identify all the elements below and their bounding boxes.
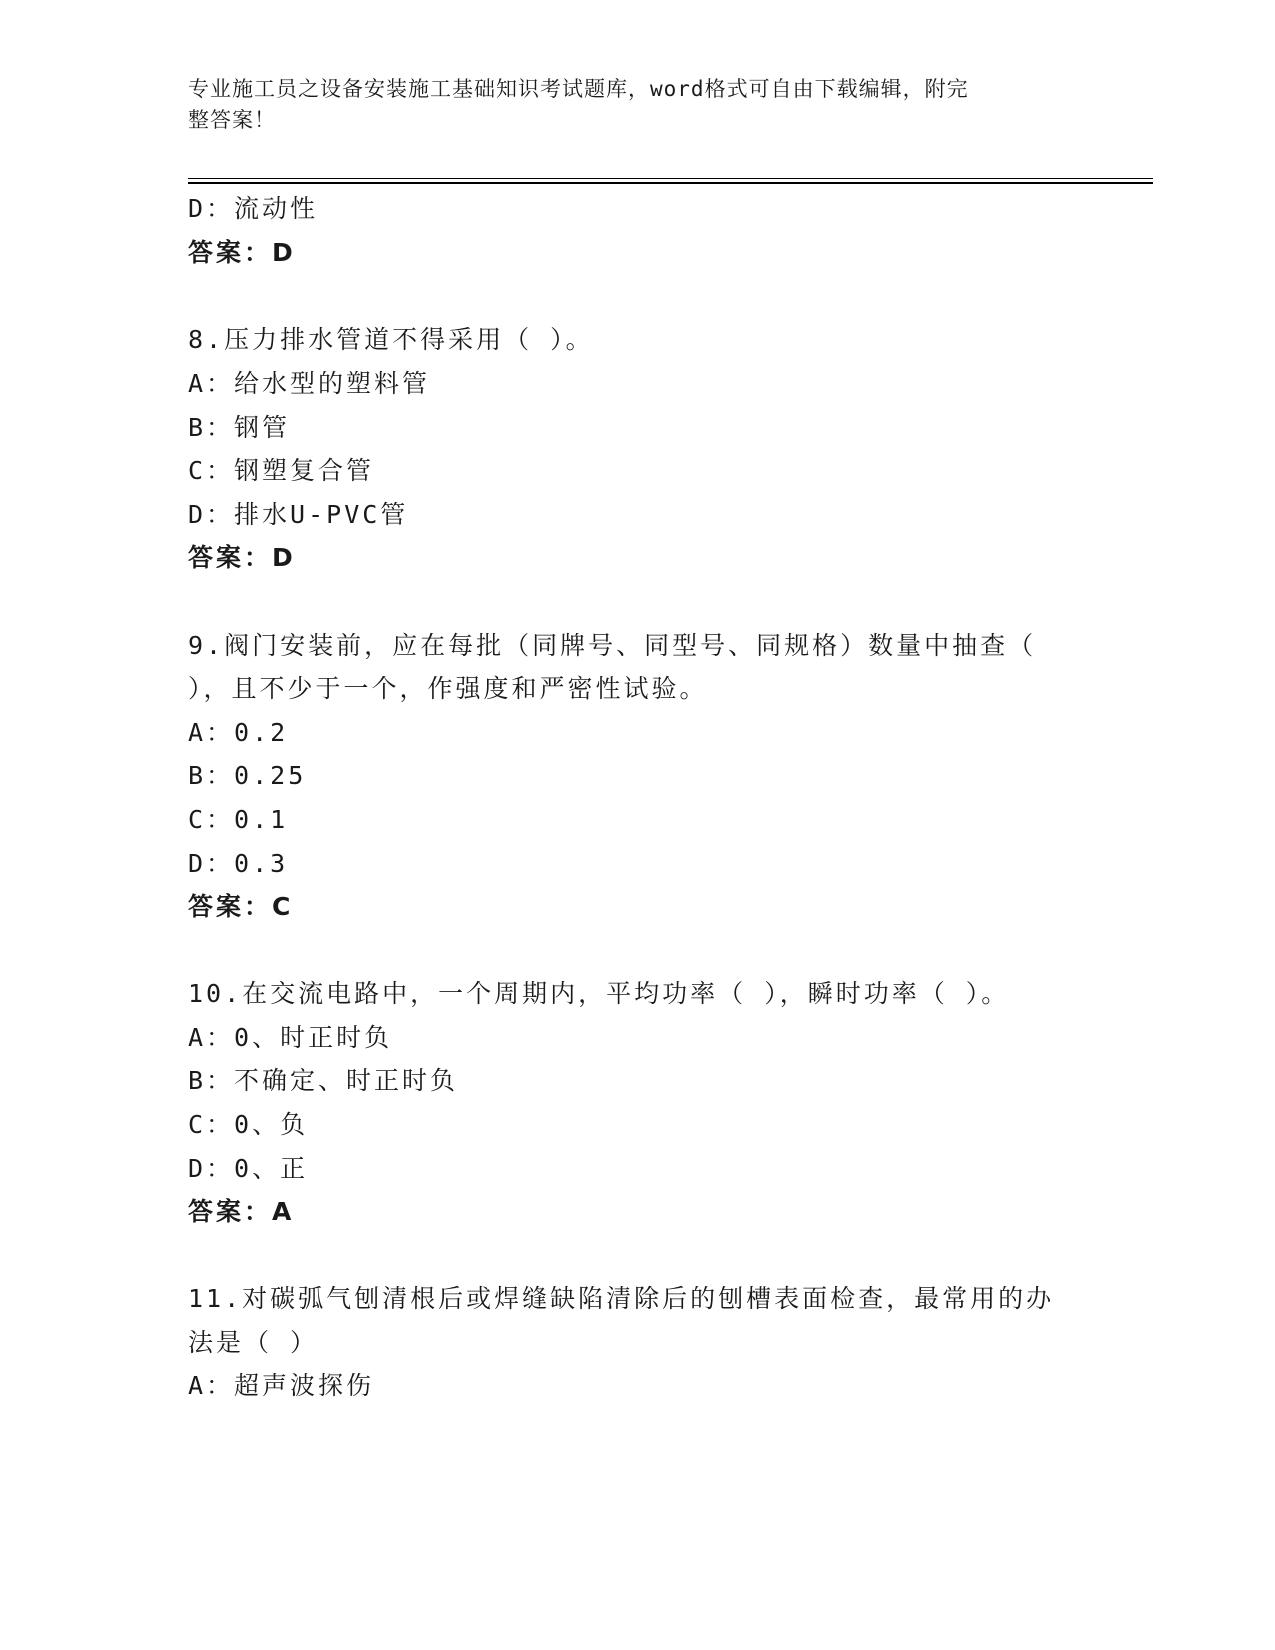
- q9-option-a: A：0.2: [188, 718, 289, 747]
- q9-answer: 答案：C: [188, 892, 294, 921]
- q8-question: 8.压力排水管道不得采用（ ）。: [188, 325, 594, 354]
- q11-option-a: A：超声波探伤: [188, 1371, 375, 1400]
- q7-option-d: D：流动性: [188, 194, 319, 223]
- q8-option-c: C：钢塑复合管: [188, 456, 375, 485]
- q10-answer: 答案：A: [188, 1197, 295, 1226]
- header-line-1: 专业施工员之设备安装施工基础知识考试题库，word格式可自由下载编辑，附完: [188, 77, 969, 101]
- q9-option-b: B：0.25: [188, 761, 307, 790]
- q10-option-c: C：0、负: [188, 1110, 309, 1139]
- q10-option-d: D：0、正: [188, 1154, 309, 1183]
- q7-answer: 答案：D: [188, 238, 296, 267]
- q8-answer: 答案：D: [188, 543, 296, 572]
- q10-option-b: B：不确定、时正时负: [188, 1066, 459, 1095]
- q9-option-d: D：0.3: [188, 849, 289, 878]
- q11-question-line-2: 法是（ ）: [188, 1328, 319, 1357]
- q9-question-line-1: 9.阀门安装前，应在每批（同牌号、同型号、同规格）数量中抽查（: [188, 631, 1037, 660]
- q10-question: 10.在交流电路中，一个周期内，平均功率（ ），瞬时功率（ ）。: [188, 979, 1010, 1008]
- header-rule-thick: [188, 182, 1153, 184]
- q8-option-b: B：钢管: [188, 413, 291, 442]
- q11-question-line-1: 11.对碳弧气刨清根后或焊缝缺陷清除后的刨槽表面检查，最常用的办: [188, 1284, 1055, 1313]
- q8-option-a: A：给水型的塑料管: [188, 369, 431, 398]
- q8-option-d: D：排水U-PVC管: [188, 500, 409, 529]
- header-rule-thin: [188, 178, 1153, 179]
- q9-option-c: C：0.1: [188, 805, 289, 834]
- q9-question-line-2: ），且不少于一个，作强度和严密性试验。: [188, 674, 708, 703]
- q10-option-a: A：0、时正时负: [188, 1023, 393, 1052]
- document-header: [188, 74, 1088, 136]
- header-line-2: 整答案！: [188, 108, 276, 132]
